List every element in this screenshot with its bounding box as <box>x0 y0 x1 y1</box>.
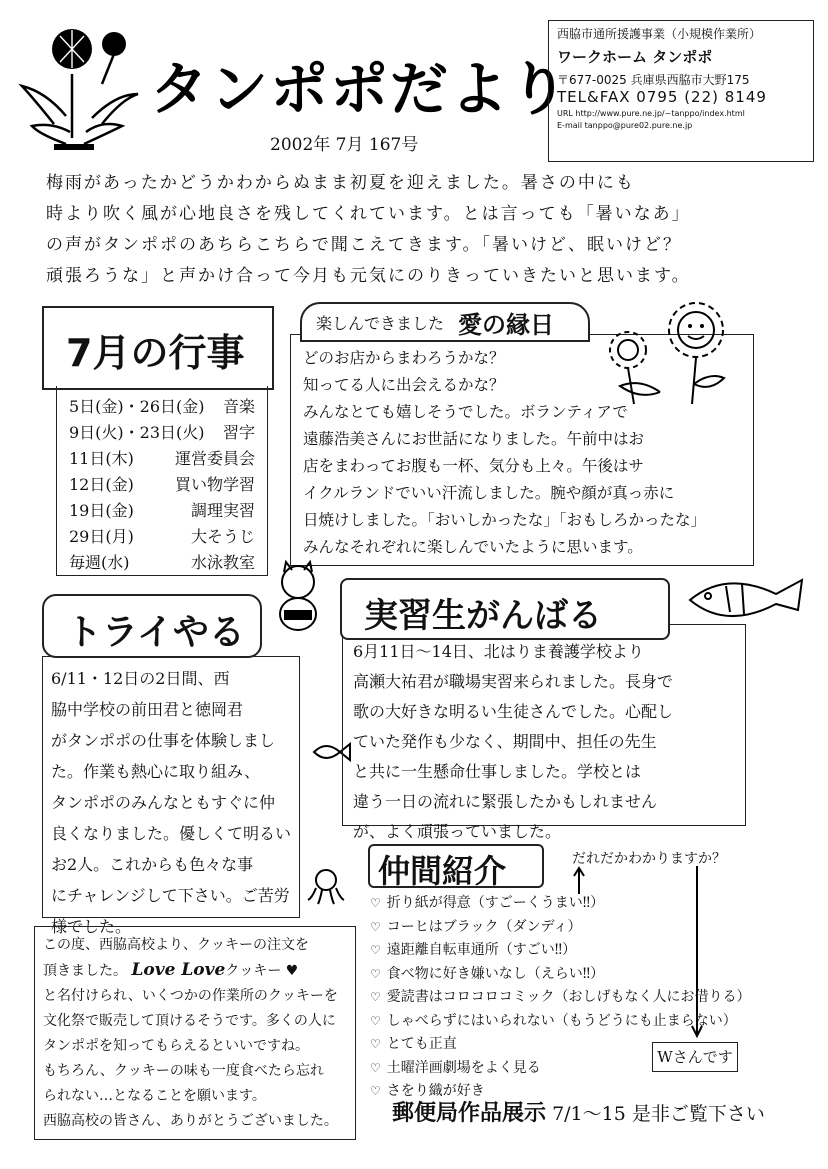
intern-line: ていた発作も少なく、期間中、担任の先生 <box>353 732 657 751</box>
issue-number: 2002年 7月 167号 <box>270 135 419 155</box>
event-name: 習字 <box>222 423 255 442</box>
tora-line: 6/11・12日の2日間、西 <box>51 669 230 688</box>
event-row <box>69 550 255 576</box>
intro-line: 梅雨があったかどうかわからぬまま初夏を迎えました。暑さの中にも <box>46 173 635 193</box>
event-name: 大そうじ <box>190 527 255 546</box>
list-item: ♡ とても正直 <box>370 1033 730 1057</box>
fair-line: みんなとても嬉しそうでした。ボランティアで <box>303 403 628 421</box>
lovelove-emphasis: Love Love <box>131 960 226 980</box>
tora-line: た。作業も熱心に取り組み、 <box>51 762 260 781</box>
heart-icon: ♡ <box>370 1037 381 1051</box>
event-name: 運営委員会 <box>174 449 255 468</box>
intro-line: 時より吹く風が心地良さを残してくれています。とは言っても「暑いなあ」 <box>46 204 691 224</box>
event-name: 音楽 <box>222 397 255 416</box>
event-row <box>69 420 255 446</box>
event-date: 毎週(水) <box>69 553 130 572</box>
heart-icon: ♡ <box>370 990 381 1004</box>
event-date: 5日(金)・26日(金) <box>69 397 205 416</box>
big-fish-illustration-icon <box>686 570 806 630</box>
event-name: 水泳教室 <box>190 553 255 572</box>
intern-line: 高瀬大祐君が職場実習来られました。長身で <box>353 672 674 691</box>
tora-line: にチャレンジして下さい。ご苦労 <box>51 886 290 905</box>
events-list <box>56 386 268 576</box>
cat-illustration-icon <box>268 560 328 644</box>
event-date: 19日(金) <box>69 501 134 520</box>
intro-line: 頑張ろうな」と声かけ合って今月も元気にのりきっていきたいと思います。 <box>46 266 691 286</box>
intern-line: が、よく頑張っていました。 <box>353 822 562 841</box>
cookie-line: られない…となることを願います。 <box>43 1088 266 1104</box>
event-date: 29日(月) <box>69 527 134 546</box>
dandelion-logo-icon <box>14 14 144 154</box>
cookie-line: 頂きました。 Love Loveクッキー ♥ <box>43 960 299 980</box>
tora-line: 様でした。 <box>51 917 132 936</box>
cookie-line: この度、西脇高校より、クッキーの注文を <box>43 937 309 953</box>
fair-line: どのお店からまわろうかな？ <box>303 349 505 367</box>
org-type: 西脇市通所援護事業（小規模作業所） <box>557 27 762 41</box>
fair-line: 知ってる人に出会えるかな？ <box>303 376 505 394</box>
list-item: ♡ 遠距離自転車通所（すごい‼） <box>370 939 730 963</box>
event-row <box>69 394 255 420</box>
fair-lead: 楽しんできました <box>316 313 445 333</box>
member-answer: Wさんです <box>652 1042 738 1072</box>
event-row <box>69 498 255 524</box>
tora-article <box>42 656 300 936</box>
event-row <box>69 446 255 472</box>
list-item: ♡ 折り紙が得意（すごーくうまい‼） <box>370 892 730 916</box>
newsletter-title: タンポポだより <box>150 55 571 123</box>
list-item: ♡ コーヒはブラック（ダンディ） <box>370 916 730 940</box>
intern-title: 実習生がんばる <box>364 596 602 636</box>
heart-icon: ♡ <box>370 1013 381 1028</box>
member-question: だれだかわかりますか？ <box>572 851 726 867</box>
fair-line: 店をまわってお腹も一杯、気分も上々。午後はサ <box>303 457 644 475</box>
cookie-line: 西脇高校の皆さん、ありがとうございました。 <box>43 1113 338 1129</box>
cookie-line: 文化祭で販売して頂けるそうです。多くの人に <box>43 1013 336 1029</box>
heart-icon: ♡ <box>370 919 381 934</box>
heart-icon: ♡ <box>370 966 381 981</box>
intern-line: 6月11日〜14日、北はりま養護学校より <box>353 642 644 661</box>
org-address: 〒677-0025 兵庫県西脇市大野175 <box>557 72 750 87</box>
fair-line: 日焼けしました。「おいしかったな」「おもしろかったな」 <box>303 511 707 529</box>
org-name: ワークホーム タンポポ <box>557 48 713 66</box>
heart-icon: ♡ <box>370 1060 381 1075</box>
event-date: 12日(金) <box>69 475 134 494</box>
tora-line: 良くなりました。優しくて明るい <box>51 824 292 843</box>
event-name: 調理実習 <box>190 501 255 520</box>
event-name: 買い物学習 <box>174 475 255 494</box>
events-title: 7月の行事 <box>66 331 245 375</box>
list-item: ♡ 土曜洋画劇場をよく見る <box>370 1057 730 1081</box>
arrow-up-icon <box>572 866 586 894</box>
intern-line: 違う一日の流れに緊張したかもしれません <box>353 792 658 811</box>
fair-line: みんなそれぞれに楽しんでいたように思います。 <box>303 538 643 556</box>
org-url: URL http://www.pure.ne.jp/~tanppo/index.html <box>557 108 745 118</box>
intern-article <box>342 624 746 841</box>
post-office-notice <box>392 1096 765 1127</box>
list-item: ♡ さをり織が好き <box>370 1080 730 1104</box>
intern-line: と共に一生懸命仕事しました。学校とは <box>353 762 642 781</box>
list-item: ♡ 食べ物に好き嫌いなし（えらい‼） <box>370 963 730 987</box>
org-info-box <box>548 20 814 162</box>
tora-line: 脇中学校の前田君と徳岡君 <box>51 700 244 719</box>
list-item: ♡ しゃべらずにはいられない（もうどうにも止まらない） <box>370 1010 730 1034</box>
cookie-line: タンポポを知ってもらえるといいですね。 <box>43 1038 309 1054</box>
post-detail: 7/1〜15 是非ご覧下さい <box>552 1103 765 1125</box>
heart-icon: ♡ <box>370 896 381 910</box>
event-row <box>69 472 255 498</box>
intro-line: の声がタンポポのあちらこちらで聞こえてきます。「暑いけど、眠いけど？ <box>46 235 682 255</box>
cookie-article <box>34 926 356 1140</box>
cookie-suffix: クッキー ♥ <box>225 963 299 979</box>
fair-title: 愛の縁日 <box>458 310 555 339</box>
list-item: ♡ 愛読書はコロコロコミック（おしげもなく人にお借りる） <box>370 986 730 1010</box>
cookie-line: と名付けられ、いくつかの作業所のクッキーを <box>43 988 338 1004</box>
tora-title: トライやる <box>66 612 245 653</box>
heart-icon: ♡ <box>370 943 381 957</box>
sunflower-illustration-icon <box>600 296 730 406</box>
fair-heading <box>300 302 590 342</box>
heart-icon: ♡ <box>370 1084 381 1098</box>
tora-line: タンポポのみんなともすぐに仲 <box>51 793 276 812</box>
intro-paragraph <box>46 168 786 292</box>
org-tel: TEL&FAX 0795 (22) 8149 <box>557 87 767 106</box>
event-date: 9日(火)・23日(火) <box>69 423 205 442</box>
fair-line: 遠藤浩美さんにお世話になりました。午前中はお <box>303 430 645 448</box>
intern-line: 歌の大好きな明るい生徒さんでした。心配し <box>353 702 674 721</box>
post-title: 郵便局作品展示 <box>392 1101 547 1126</box>
fair-line: イクルランドでいい汗流しました。腕や顔が真っ赤に <box>303 484 675 502</box>
cookie-line: もちろん、クッキーの味も一度食べたら忘れ <box>43 1063 324 1079</box>
org-email: E-mail tanppo@pure02.pure.ne.jp <box>557 120 693 130</box>
tora-line: お2人。これからも色々な事 <box>51 855 254 874</box>
event-row <box>69 524 255 550</box>
octopus-illustration-icon <box>306 866 346 906</box>
tora-line: がタンポポの仕事を体験しまし <box>51 731 276 750</box>
member-title: 仲間紹介 <box>378 852 507 890</box>
event-date: 11日(木) <box>69 449 134 468</box>
